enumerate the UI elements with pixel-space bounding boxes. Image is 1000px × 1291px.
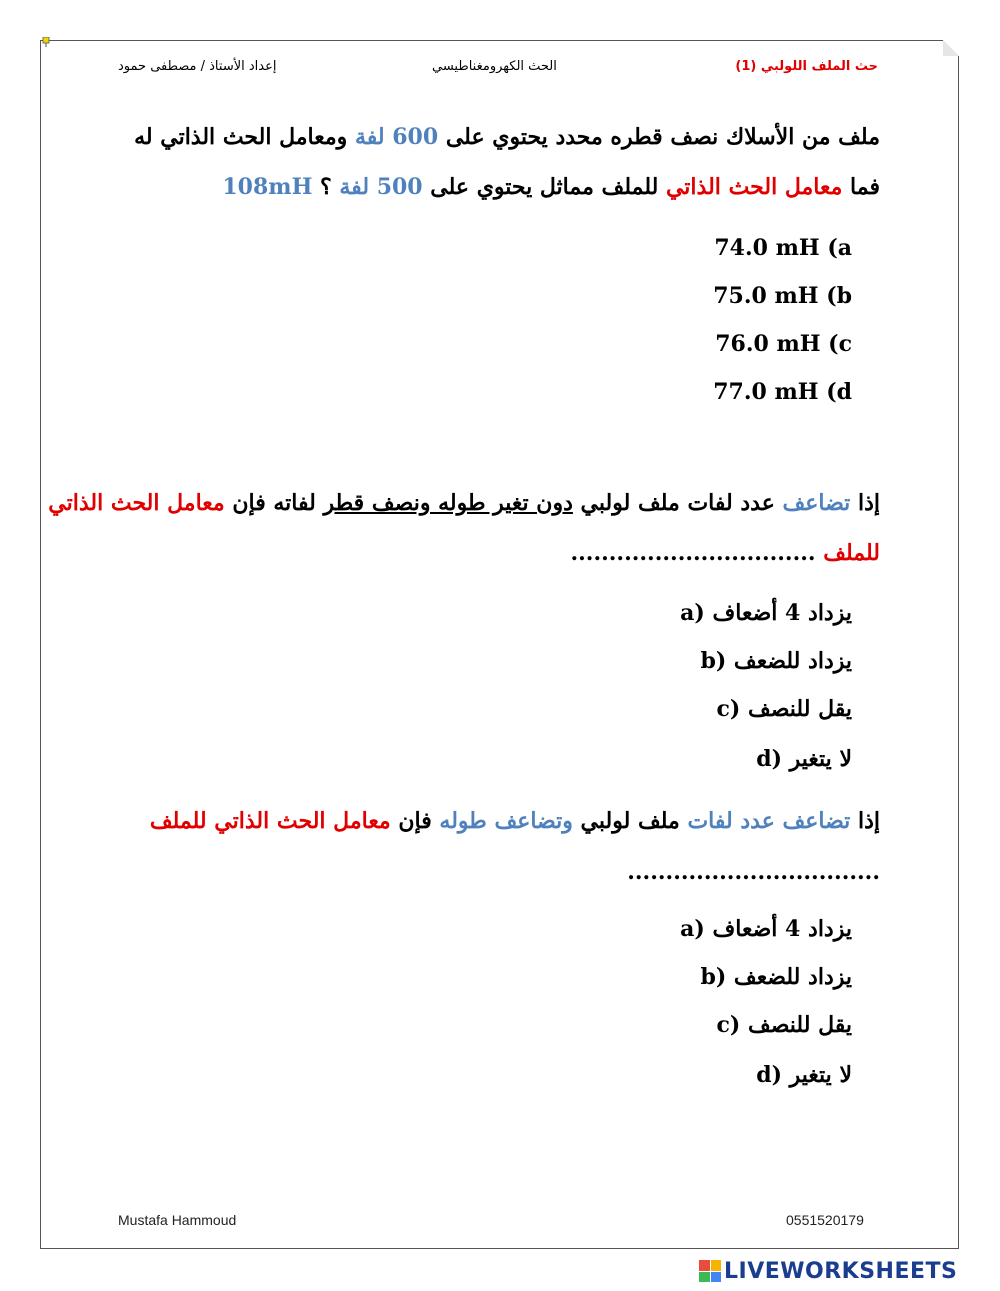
text-segment: 600 لفة (354, 124, 439, 150)
text-segment: 500 لفة (339, 174, 423, 200)
text-segment: معامل الحث الذاتي (665, 174, 843, 200)
author-credit: إعداد الأستاذ / مصطفى حمود (118, 59, 277, 74)
pin-icon (42, 37, 50, 47)
footer-phone: 0551520179 (786, 1212, 864, 1228)
text-segment: ................................. (627, 859, 880, 885)
text-segment: 108mH (222, 174, 313, 200)
q1-option-b[interactable]: 75.0 mH (b (713, 283, 852, 309)
text-segment: ؟ (320, 174, 340, 200)
q3-option-c[interactable]: c) يقل للنصف (716, 1012, 852, 1038)
text-segment: معامل الحث الذاتي (48, 490, 225, 516)
liveworksheets-brand-text: LIVEWORKSHEETS (724, 1258, 958, 1284)
q2-option-a[interactable]: a) يزداد 4 أضعاف (680, 600, 852, 626)
q1-option-c[interactable]: 76.0 mH (c (715, 331, 852, 357)
liveworksheets-mark-icon (699, 1260, 721, 1282)
text-segment: للملف مماثل يحتوي على (422, 174, 666, 200)
text-segment: فإن (390, 808, 440, 834)
text-segment: ................................ (570, 540, 824, 566)
q1-text-line1 (134, 122, 880, 152)
text-segment: ملف لولبي (572, 808, 688, 834)
text-segment: معامل الحث الذاتي للملف (149, 808, 391, 834)
text-segment: ملف من الأسلاك نصف قطره محدد يحتوي على (438, 124, 880, 150)
text-segment: لفاته فإن (224, 490, 324, 516)
q3-option-b[interactable]: b) يزداد للضعف (700, 964, 852, 990)
text-segment: تضاعف (782, 490, 851, 516)
text-segment: إذا (850, 490, 880, 516)
text-segment: فما (312, 174, 880, 200)
footer-author: Mustafa Hammoud (118, 1212, 237, 1228)
text-segment: تضاعف عدد لفات (687, 808, 851, 834)
q1-option-d[interactable]: 77.0 mH (d (713, 379, 852, 405)
q3-text-line1 (150, 806, 880, 836)
q2-option-d[interactable]: d) لا يتغير (756, 746, 852, 772)
q2-option-b[interactable]: b) يزداد للضعف (700, 648, 852, 674)
q3-text-line2 (627, 857, 880, 887)
text-segment: للملف (823, 540, 880, 566)
text-segment: إذا (850, 808, 880, 834)
q2-text-line1 (48, 488, 880, 518)
q1-text-line2 (222, 172, 880, 202)
page-fold-corner (943, 40, 959, 56)
q2-text-line2 (570, 538, 880, 568)
text-segment: وتضاعف طوله (439, 808, 573, 834)
lesson-title: حث الملف اللولبي (1) (735, 59, 878, 74)
q3-option-a[interactable]: a) يزداد 4 أضعاف (680, 916, 852, 942)
text-segment: ومعامل الحث الذاتي له (134, 124, 355, 150)
liveworksheets-logo[interactable] (699, 1256, 957, 1286)
q2-option-c[interactable]: c) يقل للنصف (716, 696, 852, 722)
text-segment: دون تغير طوله ونصف قطر (323, 490, 573, 516)
q1-option-a[interactable]: 74.0 mH (a (714, 235, 852, 261)
q3-option-d[interactable]: d) لا يتغير (756, 1062, 852, 1088)
subject-title: الحث الكهرومغناطيسي (432, 59, 557, 74)
text-segment: عدد لفات ملف لولبي (572, 490, 783, 516)
